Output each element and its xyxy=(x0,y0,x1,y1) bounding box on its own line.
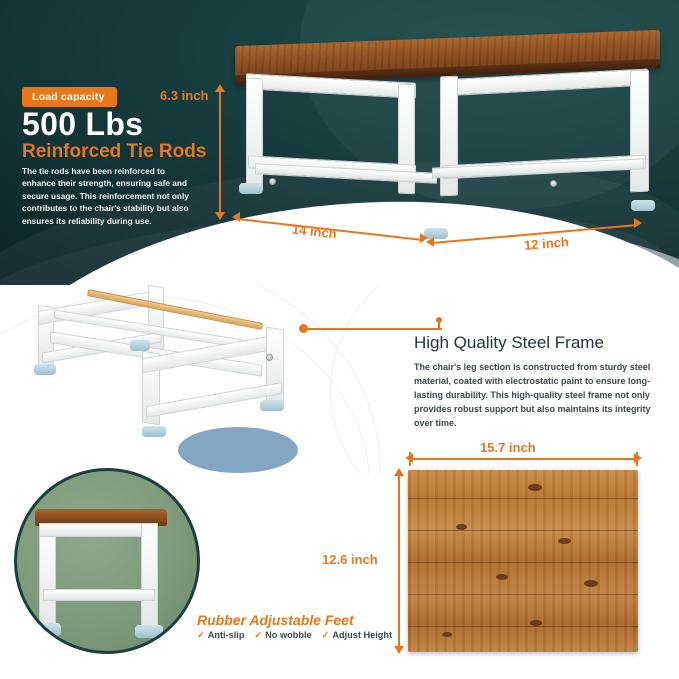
screw-icon xyxy=(550,180,557,187)
feature-label: Adjust Height xyxy=(332,630,393,640)
feature-item xyxy=(322,630,392,641)
wood-knot xyxy=(442,632,452,637)
check-icon: ✓ xyxy=(321,630,330,640)
plank-seam xyxy=(408,562,638,563)
panel-width-tick xyxy=(409,452,411,466)
panel-width-label: 15.7 inch xyxy=(480,440,536,455)
screw-icon xyxy=(266,354,273,361)
callout-line-vertical xyxy=(438,320,440,330)
wood-knot xyxy=(558,538,571,544)
frame-bar xyxy=(43,589,155,601)
steel-frame-description: The chair's leg section is constructed from sturdy steel material, coated with electrostatic paint to ensure long-lasting durability. This high-quality steel frame not only provides robust support but also maintains its integrity over time. xyxy=(414,362,651,428)
tabletop-wood-panel xyxy=(408,470,638,652)
plank-seam xyxy=(408,626,638,627)
depth-dimension-label: 14 inch xyxy=(291,221,338,242)
feature-item xyxy=(254,630,311,641)
frame-bar xyxy=(39,523,157,537)
rubber-feet-title: Rubber Adjustable Feet xyxy=(197,612,354,628)
rubber-feet-feature-list xyxy=(197,630,392,641)
plank-seam xyxy=(408,498,638,499)
wood-knot xyxy=(528,484,542,491)
load-capacity-value: 500 Lbs xyxy=(22,106,144,142)
frame-bar xyxy=(39,523,56,627)
feature-label: No wobble xyxy=(265,630,312,640)
wood-knot xyxy=(584,580,598,587)
frame-bar xyxy=(141,523,158,629)
adjustable-foot xyxy=(142,426,166,437)
panel-width-tick xyxy=(636,452,638,466)
arrowhead-up xyxy=(394,468,404,476)
feature-label: Anti-slip xyxy=(207,630,245,640)
tie-rods-description: The tie rods have been reinforced to enhance their strength, ensuring safe and secure usage. This reinforcement not only contributes to the chair's stability but also ensures its reliability during use. xyxy=(22,166,189,226)
wood-knot xyxy=(496,574,508,580)
height-dimension-label: 6.3 inch xyxy=(160,88,209,103)
arrowhead-left xyxy=(232,212,240,222)
check-icon: ✓ xyxy=(254,630,263,640)
tie-rods-title: Reinforced Tie Rods xyxy=(22,141,207,162)
feature-item xyxy=(197,630,244,641)
rubber-feet-photo xyxy=(14,468,200,654)
steel-frame-title: High Quality Steel Frame xyxy=(414,333,604,352)
adjustable-foot xyxy=(239,183,263,194)
arrowhead-down xyxy=(394,646,404,654)
adjustable-foot xyxy=(135,625,163,638)
adjustable-foot xyxy=(34,364,56,375)
screw-icon xyxy=(269,178,276,185)
panel-height-line xyxy=(398,474,400,648)
panel-height-label: 12.6 inch xyxy=(322,552,378,567)
plank-seam xyxy=(408,594,638,595)
arrowhead-up xyxy=(215,84,225,92)
frame-bar xyxy=(630,70,649,193)
right-leg-frame xyxy=(440,74,655,204)
panel-width-line xyxy=(410,458,636,460)
frame-bar xyxy=(246,73,416,99)
load-capacity-badge: Load capacity xyxy=(22,87,117,107)
adjustable-foot xyxy=(631,200,655,211)
arrowhead-left xyxy=(426,237,434,247)
adjustable-foot xyxy=(260,400,284,411)
wood-knot xyxy=(530,620,542,626)
plank-seam xyxy=(408,530,638,531)
arrowhead-right xyxy=(634,218,642,228)
wood-knot xyxy=(456,524,467,530)
callout-line xyxy=(308,328,442,330)
width-dimension-label: 12 inch xyxy=(523,234,570,253)
adjustable-foot xyxy=(130,340,150,351)
arrowhead-down xyxy=(215,212,225,220)
height-dimension-line xyxy=(219,90,221,214)
check-icon: ✓ xyxy=(197,630,205,640)
adjustable-foot xyxy=(33,623,61,636)
